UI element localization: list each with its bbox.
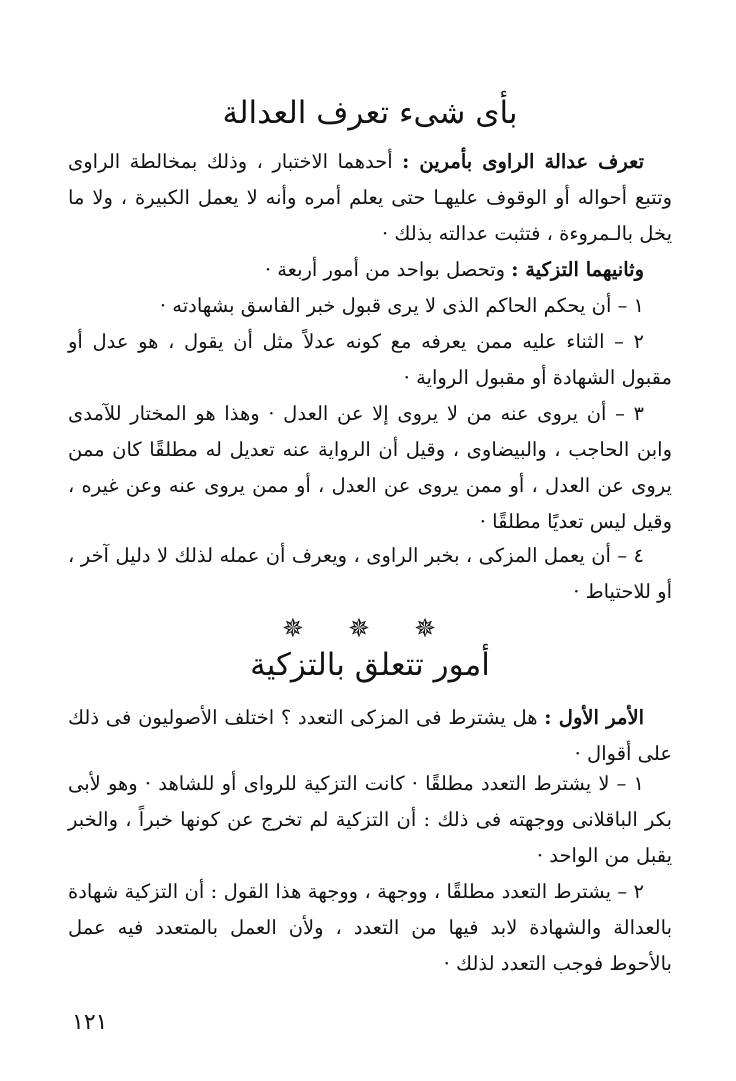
section-separator-stars: ✵ ✵ ✵ xyxy=(282,614,454,644)
list-item-3: ٣ – أن يروى عنه من لا يروى إلا عن العدل · وهذا هو المختار للآمدى وابن الحاجب ، والبيضاوى ، وقيل أن الرواية عنه تعديل له مطلقًا كان ممن يروى عن العدل ، أو ممن يروى عن العدل ، أو ممن يروى عنه وعن غيره ، وقيل ليس تعديًا مطلقًا · xyxy=(68,402,672,533)
list-item-opinion-1: ١ – لا يشترط التعدد مطلقًا · كانت التزكية للرواى أو للشاهد · وهو لأبى بكر الباقلانى ووجهته فى ذلك : أن التزكية لم تخرج عن كونها خبراً ، والخبر يقبل من الواحد · xyxy=(68,772,672,867)
list-item-1: ١ – أن يحكم الحاكم الذى لا يرى قبول خبر الفاسق بشهادته · xyxy=(159,294,644,317)
paragraph-first-matter xyxy=(68,700,672,772)
paragraph-text: أحدهما الاختبار ، وذلك بمخالطة الراوى وتتبع أحواله أو الوقوف عليهـا حتى يعلم أمره وأنه لا يعمل الكبيرة ، ولا ما يخل بالـمروءة ، فتثبت عدالته بذلك · xyxy=(68,150,672,245)
list-item-4: ٤ – أن يعمل المزكى ، بخبر الراوى ، ويعرف أن عمله لذلك لا دليل آخر ، أو للاحتياط · xyxy=(68,544,672,603)
paragraph-text: وتحصل بواحد من أمور أربعة · xyxy=(264,258,512,281)
page-number: ١٢١ xyxy=(72,1010,108,1035)
lead-term: تعرف عدالة الراوى بأمرين : xyxy=(402,150,644,173)
list-item-opinion-2: ٢ – يشترط التعدد مطلقًا ، ووجهة ، ووجهة هذا القول : أن التزكية شهادة بالعدالة والشهادة لابد فيها من التعدد ، ولأن العمل بالمتعدد فيه عمل بالأحوط فوجب التعدد لذلك · xyxy=(68,880,672,975)
list-item-2: ٢ – الثناء عليه ممن يعرفه مع كونه عدلاً مثل أن يقول ، هو عدل أو مقبول الشهادة أو مقبول الرواية · xyxy=(68,330,672,389)
section-title-tazkiya: أمور تتعلق بالتزكية xyxy=(250,647,490,683)
paragraph-second-method xyxy=(68,252,672,288)
lead-term: وثانيهما التزكية : xyxy=(511,258,644,281)
paragraph-text: هل يشترط فى المزكى التعدد ؟ اختلف الأصوليون فى ذلك على أقوال · xyxy=(68,706,672,765)
paragraph-first-method xyxy=(68,144,672,252)
section-title-justice: بأى شىء تعرف العدالة xyxy=(222,95,518,131)
lead-term: الأمر الأول : xyxy=(544,706,644,729)
